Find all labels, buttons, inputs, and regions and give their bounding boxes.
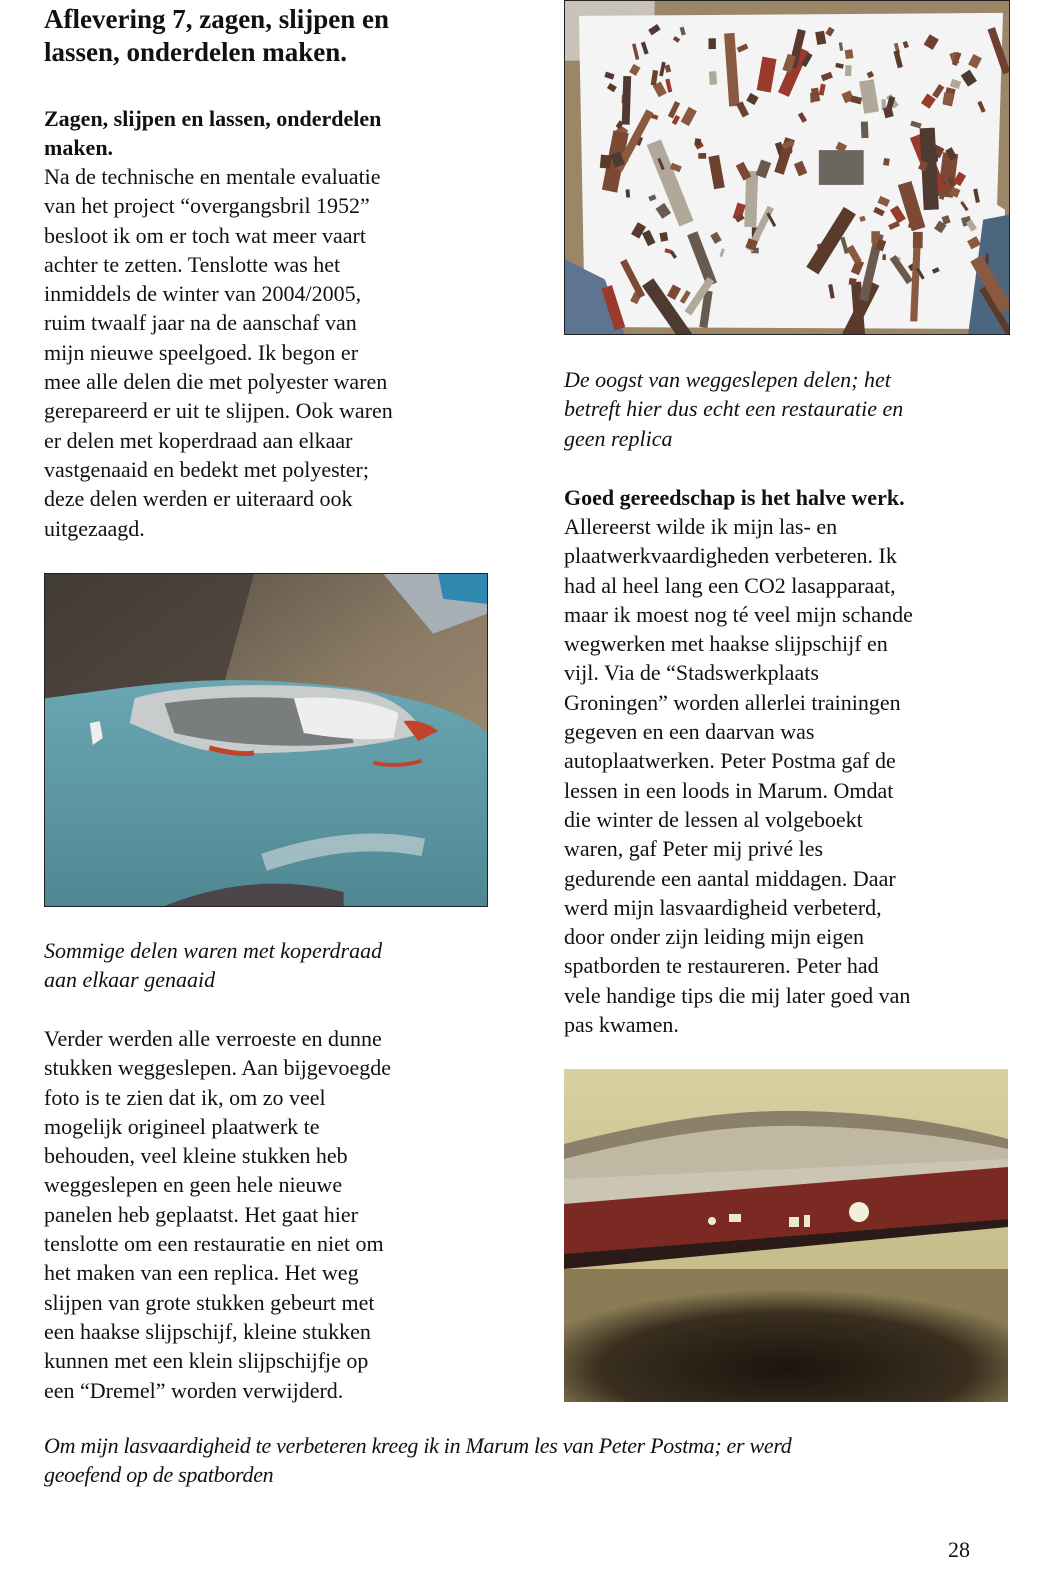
text-line: behouden, veel kleine stukken heb: [44, 1143, 348, 1169]
page-title: [44, 3, 484, 69]
text-line: van het project “overgangsbril 1952”: [44, 193, 370, 219]
rusty-part: [626, 189, 631, 197]
text-line: mogelijk origineel plaatwerk te: [44, 1113, 320, 1139]
caption-line: De oogst van weggeslepen delen; het: [564, 367, 891, 392]
text-line: Na de technische en mentale evaluatie: [44, 164, 381, 189]
parts-photo-illustration: [565, 1, 1009, 334]
caption-line: geoefend op de spatborden: [44, 1462, 274, 1488]
text-line: maar ik moest nog té veel mijn schande: [564, 601, 913, 627]
section-heading-zagen: [44, 104, 381, 162]
rusty-part: [935, 154, 939, 162]
text-line: uitgezaagd.: [44, 515, 145, 541]
text-line: die winter de lessen al volgeboekt: [564, 806, 863, 832]
photo-ground-off-parts: [564, 0, 1010, 335]
mudguard-photo-illustration: [564, 1069, 1008, 1402]
rusty-part: [849, 278, 857, 286]
text-line: weggeslepen en geen hele nieuwe: [44, 1172, 343, 1198]
text-line: Verder werden alle verroeste en dunne: [44, 1026, 382, 1051]
text-line: Allereerst wilde ik mijn las- en: [564, 514, 838, 539]
rusty-part: [709, 71, 717, 85]
page-title-line: Aflevering 7, zagen, slijpen en: [44, 4, 389, 34]
text-line: een “Dremel” worden verwijderd.: [44, 1377, 344, 1403]
section-heading-line: Zagen, slijpen en lassen, onderdelen: [44, 106, 382, 131]
caption-line: aan elkaar genaaid: [44, 967, 216, 993]
text-line: foto is te zien dat ik, om zo veel: [44, 1084, 326, 1110]
rusty-part: [883, 158, 890, 166]
text-line: mijn nieuwe speelgoed. Ik begon er: [44, 339, 359, 365]
caption-welding-lessons: [44, 1431, 791, 1490]
paragraph-grinding: [44, 1024, 391, 1405]
photo-fender-copper-wire: [44, 573, 488, 907]
text-line: deze delen werden er uiteraard ook: [44, 486, 353, 512]
rusty-part: [913, 232, 923, 248]
rusty-part: [694, 138, 701, 146]
paragraph-training: [564, 512, 913, 1039]
page-title-line: lassen, onderdelen maken.: [44, 37, 348, 67]
paragraph-intro: [44, 162, 393, 543]
rusty-part: [810, 93, 813, 103]
text-line: pas kwamen.: [564, 1012, 679, 1038]
text-line: autoplaatwerken. Peter Postma gaf de: [564, 748, 896, 774]
text-line: spatborden te restaureren. Peter had: [564, 953, 879, 979]
text-line: besloot ik om er toch wat meer vaart: [44, 222, 366, 248]
text-line: ruim twaalf jaar na de aanschaf van: [44, 310, 357, 336]
caption-line: betreft hier dus echt een restauratie en: [564, 396, 904, 422]
section-heading-gereedschap: [564, 483, 905, 512]
photo-mudguard-welding: [564, 1069, 1008, 1402]
caption-line: Sommige delen waren met koperdraad: [44, 938, 383, 963]
text-line: tenslotte om een restauratie en niet om: [44, 1231, 384, 1257]
caption-line: Om mijn lasvaardigheid te verbeteren kreeg ik in Marum les van Peter Postma; er werd: [44, 1433, 792, 1458]
rusty-part: [942, 92, 953, 105]
text-line: er delen met koperdraad aan elkaar: [44, 427, 353, 453]
text-line: plaatwerkvaardigheden verbeteren. Ik: [564, 543, 897, 569]
rusty-part: [708, 38, 715, 49]
text-line: vele handige tips die mij later goed van: [564, 982, 911, 1008]
caption-line: geen replica: [564, 425, 673, 451]
rusty-part: [659, 232, 668, 242]
text-line: stukken weggeslepen. Aan bijgevoegde: [44, 1055, 392, 1081]
rusty-part: [698, 153, 706, 159]
text-line: kunnen met een klein slijpschijfje op: [44, 1348, 369, 1374]
rusty-part: [600, 155, 612, 169]
text-line: waren, gaf Peter mij privé les: [564, 836, 824, 862]
caption-fender: [44, 936, 382, 995]
page-number: 28: [948, 1537, 970, 1562]
section-heading-line: Goed gereedschap is het halve werk.: [564, 485, 905, 510]
rusty-part: [744, 171, 758, 227]
text-line: door onder zijn leiding mijn eigen: [564, 924, 864, 950]
rusty-part: [882, 254, 886, 260]
caption-parts: [564, 365, 903, 453]
text-line: lessen in een loods in Marum. Omdat: [564, 777, 894, 803]
text-line: wegwerken met haakse slijpschijf en: [564, 631, 888, 657]
text-line: gedurende een aantal middagen. Daar: [564, 865, 896, 891]
text-line: werd mijn lasvaardigheid verbeterd,: [564, 894, 882, 920]
text-line: Groningen” worden allerlei trainingen: [564, 689, 901, 715]
text-line: vastgenaaid en bedekt met polyester;: [44, 456, 369, 482]
text-line: panelen heb geplaatst. Het gaat hier: [44, 1201, 358, 1227]
text-line: achter te zetten. Tenslotte was het: [44, 251, 341, 277]
text-line: had al heel lang een CO2 lasapparaat,: [564, 572, 896, 598]
text-line: een haakse slijpschijf, kleine stukken: [44, 1318, 371, 1344]
rusty-part: [622, 76, 631, 125]
fender-photo-illustration: [45, 574, 487, 906]
text-line: het maken van een replica. Het weg: [44, 1260, 359, 1286]
rusty-part: [861, 121, 869, 138]
rusty-part: [788, 149, 792, 153]
text-line: vijl. Via de “Stadswerkplaats: [564, 660, 819, 686]
rusty-part: [845, 65, 852, 76]
text-line: gerepareerd er uit te slijpen. Ook waren: [44, 398, 393, 424]
section-heading-line: maken.: [44, 135, 114, 160]
text-line: inmiddels de winter van 2004/2005,: [44, 281, 362, 307]
text-line: mee alle delen die met polyester waren: [44, 369, 388, 395]
text-line: slijpen van grote stukken gebeurt met: [44, 1289, 375, 1315]
rusty-part: [845, 49, 854, 59]
text-line: gegeven en een daarvan was: [564, 719, 815, 745]
